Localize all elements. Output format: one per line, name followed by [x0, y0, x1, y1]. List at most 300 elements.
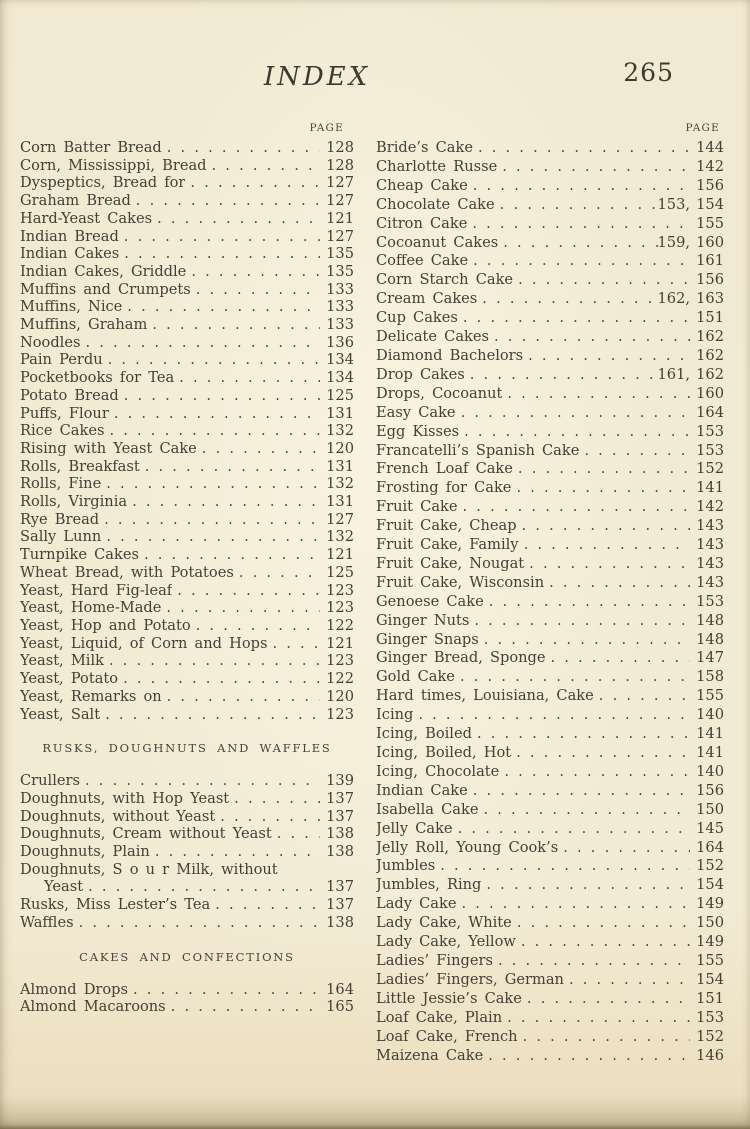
entry-page: 144 [696, 139, 724, 156]
dot-leader [479, 631, 690, 650]
section-heading: CAKES AND CONFECTIONS [79, 949, 295, 964]
dot-leader [74, 914, 320, 932]
dot-leader [139, 546, 320, 564]
index-entry [20, 281, 354, 299]
entry-page: 127 [326, 227, 354, 245]
index-entry [376, 479, 724, 498]
entry-title: Gold Cake [376, 668, 455, 686]
index-entry [20, 599, 354, 617]
dot-leader [207, 157, 320, 175]
entry-page: 154 [696, 970, 724, 988]
entry-page: 145 [696, 819, 724, 837]
dot-leader [493, 952, 690, 971]
entry-title: French Loaf Cake [376, 460, 513, 478]
index-entry [376, 820, 724, 839]
entry-page: 123 [326, 581, 354, 599]
index-entry [20, 670, 354, 688]
index-entry [376, 763, 724, 782]
entry-title: Sally Lunn [20, 528, 102, 546]
index-entry [376, 668, 724, 687]
page-header [20, 58, 724, 122]
index-entry [376, 177, 724, 196]
entry-page: 162 [696, 328, 724, 346]
dot-leader [467, 215, 690, 234]
entry-title: Egg Kisses [376, 422, 460, 440]
dot-leader [435, 857, 690, 876]
index-entry [376, 706, 724, 725]
entry-title: Diamond Bachelors [376, 346, 524, 364]
entry-page: 128 [326, 139, 354, 156]
entry-page: 152 [696, 460, 724, 478]
index-entry [20, 351, 354, 369]
entry-page: 122 [326, 616, 354, 634]
index-entry [20, 192, 354, 210]
entry-page: 156 [696, 271, 724, 289]
dot-leader [272, 825, 320, 843]
entry-title: Easy Cake [376, 403, 456, 421]
dot-leader [516, 933, 690, 952]
entry-title: Drops, Cocoanut [376, 384, 503, 402]
entry-page: 149 [696, 895, 724, 913]
entry-page: 152 [696, 1027, 724, 1045]
index-entry [376, 990, 724, 1009]
entry-page: 120 [326, 687, 354, 705]
entry-title: Rusks, Miss Lester’s Tea [20, 896, 211, 914]
dot-leader [458, 309, 690, 328]
entry-title: Jelly Roll, Young Cook’s [376, 838, 559, 856]
entry-title: Genoese Cake [376, 592, 484, 610]
entry-page: 132 [326, 528, 354, 546]
entry-title: Coffee Cake [376, 252, 469, 270]
dot-leader [215, 808, 320, 826]
index-entry [376, 612, 724, 631]
entry-title: Jelly Cake [376, 819, 453, 837]
index-column-right [376, 122, 724, 1065]
index-entry [376, 801, 724, 820]
entry-page: 131 [326, 404, 354, 422]
dot-leader [523, 347, 690, 366]
entry-title: Icing, Chocolate [376, 762, 500, 780]
dot-leader [517, 517, 690, 536]
entry-title: Almond Drops [20, 980, 129, 998]
index-entry [376, 1047, 724, 1066]
index-entry [20, 174, 354, 192]
entry-list [20, 981, 354, 1016]
entry-list [20, 139, 354, 723]
entry-page: 135 [326, 245, 354, 263]
dot-leader [119, 387, 320, 405]
dot-leader [162, 688, 320, 706]
dot-leader [101, 475, 320, 493]
dot-leader [109, 405, 320, 423]
entry-title: Waffles [20, 913, 74, 931]
index-entry [376, 593, 724, 612]
dot-leader [513, 271, 690, 290]
index-entry [20, 405, 354, 423]
entry-page: 134 [326, 351, 354, 369]
index-entry [20, 245, 354, 263]
entry-title: Yeast, Salt [20, 705, 101, 723]
index-entry [20, 896, 354, 914]
entry-title: Chocolate Cake [376, 195, 495, 213]
entry-page: 131 [326, 457, 354, 475]
entry-title: Potato Bread [20, 386, 119, 404]
entry-page: 162 [696, 346, 724, 364]
dot-leader [522, 990, 690, 1009]
entry-title: Yeast, Hard Fig-leaf [20, 581, 173, 599]
index-entry [376, 1009, 724, 1028]
index-entry [376, 839, 724, 858]
entry-title: Icing, Boiled, Hot [376, 744, 512, 761]
dot-leader [127, 493, 320, 511]
dot-leader [191, 617, 320, 635]
index-entry [376, 782, 724, 801]
entry-title: Citron Cake [376, 214, 468, 232]
dot-leader [511, 479, 690, 498]
entry-page: 154 [696, 195, 724, 213]
index-entry [20, 528, 354, 546]
entry-page: 128 [326, 156, 354, 174]
index-sections-left [20, 139, 354, 1016]
entry-page: 134 [326, 369, 354, 387]
dot-leader [468, 252, 690, 271]
entry-page: 132 [326, 475, 354, 493]
entry-title: Cup Cakes [376, 309, 458, 327]
index-entry [376, 498, 724, 517]
dot-leader [104, 422, 320, 440]
entry-page: 142 [696, 498, 724, 516]
entry-page: 121 [326, 546, 354, 564]
index-entry [20, 369, 354, 387]
index-entry [20, 334, 354, 352]
entry-page: 137 [326, 789, 354, 807]
index-entry [376, 971, 724, 990]
entry-title: Lady Cake [376, 895, 457, 913]
entry-page: 133 [326, 280, 354, 298]
dot-leader [495, 196, 658, 215]
dot-leader [511, 744, 690, 763]
entry-title: Fruit Cake, Family [376, 536, 519, 554]
entry-page: 155 [696, 951, 724, 969]
dot-leader [128, 981, 320, 999]
index-entry [20, 582, 354, 600]
entry-page: 161 [696, 252, 724, 270]
index-entry [376, 933, 724, 952]
entry-page: 138 [326, 913, 354, 931]
index-entry [20, 387, 354, 405]
dot-leader [131, 192, 320, 210]
dot-leader [103, 351, 320, 369]
entry-page: 162 [696, 365, 724, 383]
folio-page-number: 265 [623, 58, 674, 87]
dot-leader [518, 1028, 690, 1047]
entry-title: Doughnuts, S o u r Milk, without [20, 860, 278, 878]
index-entry [20, 706, 354, 724]
entry-title: Graham Bread [20, 192, 131, 210]
dot-leader [498, 234, 657, 253]
dot-leader [594, 687, 690, 706]
index-entry [376, 196, 724, 215]
entry-title: Pocketbooks for Tea [20, 369, 175, 387]
entry-list [20, 772, 354, 931]
entry-title: Cocoanut Cakes [376, 233, 499, 251]
index-entry [20, 878, 354, 896]
index-entry [20, 914, 354, 932]
entry-page: 153 [696, 1008, 724, 1026]
page-title: INDEX [263, 62, 371, 92]
entry-title: Charlotte Russe [376, 157, 498, 175]
index-entry [20, 511, 354, 529]
dot-leader [162, 139, 320, 157]
index-entry [376, 460, 724, 479]
entry-title: Hard times, Louisiana, Cake [376, 687, 594, 705]
dot-leader [229, 790, 320, 808]
entry-page-first: 161, [657, 365, 690, 383]
index-column-left [20, 122, 354, 1065]
section-heading: RUSKS, DOUGHNUTS AND WAFFLES [42, 741, 332, 756]
dot-leader [472, 725, 690, 744]
dot-leader [524, 555, 690, 574]
entry-title: Rye Bread [20, 510, 100, 528]
entry-title: Almond Macaroons [20, 998, 166, 1016]
index-entry [20, 998, 354, 1016]
entry-title: Yeast [44, 878, 84, 896]
entry-title: Muffins and Crumpets [20, 280, 191, 298]
index-entry [376, 423, 724, 442]
index-entry [376, 952, 724, 971]
index-entry [376, 234, 724, 253]
index-entry [376, 876, 724, 895]
entry-title: Frosting for Cake [376, 479, 512, 497]
entry-page-first: 162, [657, 290, 690, 308]
index-entry [20, 546, 354, 564]
entry-page: 149 [696, 933, 724, 951]
entry-title: Jumbles, Ring [376, 876, 482, 894]
entry-title: Doughnuts, Plain [20, 843, 150, 861]
entry-page: 143 [696, 573, 724, 591]
index-entry [376, 574, 724, 593]
dot-leader [483, 1047, 690, 1066]
entry-page: 153 [696, 422, 724, 440]
entry-page: 120 [326, 439, 354, 457]
dot-leader [104, 652, 320, 670]
dot-leader [119, 228, 320, 246]
index-entry [376, 366, 724, 385]
dot-leader [150, 843, 320, 861]
index-entry [20, 263, 354, 281]
entry-title: Fruit Cake, Cheap [376, 517, 517, 535]
index-entry [20, 475, 354, 493]
entry-page: 152 [696, 857, 724, 875]
entry-title: Drop Cakes [376, 365, 465, 383]
entry-title: Corn Starch Cake [376, 271, 514, 289]
entry-title: Icing, Boiled [376, 725, 472, 743]
entry-page: 127 [326, 510, 354, 528]
index-entry [376, 347, 724, 366]
dot-leader [172, 582, 320, 600]
dot-leader [174, 369, 320, 387]
dot-leader [80, 334, 320, 352]
entry-title: Indian Bread [20, 227, 119, 245]
entry-title: Loaf Cake, French [376, 1027, 518, 1045]
dot-leader [473, 139, 690, 158]
entry-title: Fruit Cake [376, 498, 458, 516]
entry-page: 164 [326, 980, 354, 998]
entry-title: Bride’s Cake [376, 139, 473, 156]
entry-page: 141 [696, 479, 724, 497]
dot-leader [191, 281, 320, 299]
dot-leader [161, 599, 320, 617]
entry-page: 151 [696, 309, 724, 327]
entry-page: 155 [696, 687, 724, 705]
dot-leader [465, 366, 658, 385]
entry-page: 164 [696, 838, 724, 856]
entry-page: 160 [696, 384, 724, 402]
dot-leader [564, 971, 690, 990]
entry-page: 125 [326, 563, 354, 581]
dot-leader [513, 460, 690, 479]
entry-title: Rolls, Virginia [20, 493, 128, 511]
entry-title: Noodles [20, 333, 81, 351]
index-entry [20, 564, 354, 582]
entry-title: Wheat Bread, with Potatoes [20, 563, 234, 581]
entry-title: Crullers [20, 772, 80, 790]
dot-leader [489, 328, 690, 347]
index-entry [20, 422, 354, 440]
index-entry [376, 290, 724, 309]
dot-leader [186, 263, 320, 281]
entry-page: 153 [696, 592, 724, 610]
entry-page: 150 [696, 914, 724, 932]
index-entry [376, 309, 724, 328]
entry-page: 141 [696, 744, 724, 761]
entry-title: Indian Cakes, Griddle [20, 262, 187, 280]
dot-leader [544, 574, 690, 593]
dot-leader [545, 649, 690, 668]
index-entry [376, 555, 724, 574]
entry-page: 155 [696, 214, 724, 232]
entry-title: Rolls, Breakfast [20, 457, 140, 475]
entry-page: 136 [326, 333, 354, 351]
entry-page: 127 [326, 174, 354, 192]
entry-title: Delicate Cakes [376, 328, 490, 346]
dot-leader [459, 423, 690, 442]
entry-list [376, 139, 724, 1065]
index-entry [376, 215, 724, 234]
entry-title: Yeast, Hop and Potato [20, 616, 191, 634]
dot-leader [197, 440, 320, 458]
index-entry [20, 861, 354, 879]
index-entry [20, 210, 354, 228]
dot-leader [185, 174, 320, 192]
entry-title: Icing [376, 706, 414, 724]
index-entry [20, 139, 354, 157]
entry-title: Corn Batter Bread [20, 139, 162, 156]
entry-page: 133 [326, 298, 354, 316]
dot-leader [497, 158, 690, 177]
entry-page: 121 [326, 209, 354, 227]
index-entry [376, 895, 724, 914]
index-entry [376, 1028, 724, 1047]
dot-leader [579, 442, 690, 461]
dot-leader [558, 839, 690, 858]
index-entry [376, 252, 724, 271]
entry-page: 147 [696, 649, 724, 667]
entry-page: 135 [326, 262, 354, 280]
entry-page: 154 [696, 876, 724, 894]
entry-title: Muffins, Graham [20, 316, 148, 334]
index-entry [376, 442, 724, 461]
index-entry [376, 857, 724, 876]
entry-page: 125 [326, 386, 354, 404]
index-entry [376, 631, 724, 650]
dot-leader [456, 895, 690, 914]
entry-page: 165 [326, 998, 354, 1016]
entry-page: 156 [696, 176, 724, 194]
entry-page: 123 [326, 599, 354, 617]
dot-leader [453, 820, 690, 839]
dot-leader [118, 670, 320, 688]
entry-title: Fruit Cake, Nougat [376, 554, 525, 572]
entry-title: Muffins, Nice [20, 298, 123, 316]
entry-page: 137 [326, 896, 354, 914]
entry-title: Rice Cakes [20, 422, 105, 440]
entry-page: 132 [326, 422, 354, 440]
index-sections-right [376, 139, 724, 1065]
entry-page: 143 [696, 554, 724, 572]
entry-title: Loaf Cake, Plain [376, 1008, 503, 1026]
entry-page: 139 [326, 772, 354, 790]
entry-title: Doughnuts, without Yeast [20, 807, 216, 825]
entry-title: Yeast, Remarks on [20, 687, 162, 705]
entry-title: Isabella Cake [376, 800, 479, 818]
index-entry [376, 744, 724, 763]
dot-leader [455, 668, 690, 687]
index-entry [376, 536, 724, 555]
entry-title: Ginger Bread, Sponge [376, 649, 546, 667]
entry-page: 127 [326, 192, 354, 210]
dot-leader [502, 385, 690, 404]
entry-title: Yeast, Milk [20, 652, 104, 670]
entry-page: 142 [696, 157, 724, 175]
entry-title: Fruit Cake, Wisconsin [376, 573, 545, 591]
index-entry [20, 440, 354, 458]
entry-page: 138 [326, 843, 354, 861]
entry-title: Ladies’ Fingers [376, 951, 493, 969]
index-entry [376, 914, 724, 933]
index-entry [20, 652, 354, 670]
entry-page: 148 [696, 630, 724, 648]
index-entry [376, 517, 724, 536]
entry-title: Ginger Nuts [376, 611, 470, 629]
index-entry [376, 649, 724, 668]
entry-page: 160 [696, 233, 724, 251]
index-entry [20, 617, 354, 635]
entry-title: Little Jessie’s Cake [376, 989, 522, 1007]
entry-title: Ladies’ Fingers, German [376, 970, 564, 988]
index-entry [20, 298, 354, 316]
dot-leader [478, 801, 690, 820]
entry-title: Rising with Yeast Cake [20, 439, 197, 457]
dot-leader [481, 876, 690, 895]
entry-title: Ginger Snaps [376, 630, 479, 648]
page-column-label: PAGE [309, 122, 344, 134]
index-entry [376, 385, 724, 404]
entry-page: 123 [326, 652, 354, 670]
entry-page: 150 [696, 800, 724, 818]
dot-leader [499, 763, 690, 782]
index-entry [20, 688, 354, 706]
